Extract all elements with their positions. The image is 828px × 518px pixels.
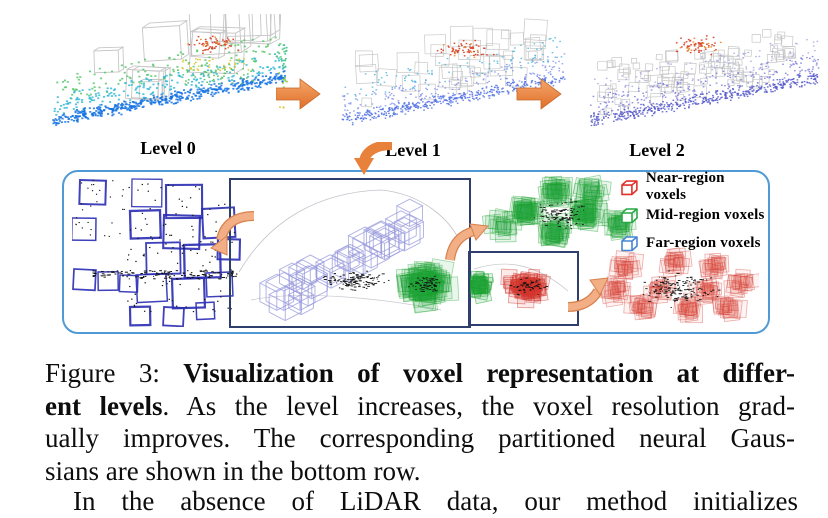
near-voxel-cube-icon [620, 179, 639, 196]
arrow-right-icon [516, 76, 564, 112]
mid-voxel-cube-icon [620, 207, 639, 224]
far-voxel-cube-icon [620, 235, 639, 252]
level2-label: Level 2 [629, 140, 685, 160]
arrow-curved-left-icon [208, 210, 260, 258]
voxel-figure-box [62, 170, 770, 334]
arrow-curved-upright-icon [442, 222, 490, 264]
figure-caption: Figure 3: Visualization of voxel representation at differ- ent levels. As the level increases, the voxel resolution grad- ually improves. The corresponding partitioned neural Gaus- sians are shown in the bottom row. [45, 358, 795, 486]
legend-item-far [620, 231, 768, 255]
legend-item-mid [620, 203, 768, 227]
legend-label: Mid-region voxels [646, 206, 765, 223]
legend-item-near [620, 170, 768, 203]
arrow-down-icon [350, 142, 396, 176]
legend [620, 170, 768, 259]
voxel-panel-main [229, 178, 471, 328]
level1-label: Level 1 [385, 140, 441, 160]
level2-pointcloud [576, 16, 826, 142]
legend-label: Far-region voxels [646, 234, 761, 251]
arrow-right-icon [276, 76, 322, 112]
legend-label: Near-region voxels [645, 170, 725, 203]
body-text: In the absence of LiDAR data, our method initializes [73, 486, 798, 516]
mid-voxel-cluster [480, 174, 642, 254]
arrow-curved-right-icon [562, 270, 612, 312]
level0-pointcloud [40, 14, 290, 142]
level0-label: Level 0 [140, 138, 196, 158]
